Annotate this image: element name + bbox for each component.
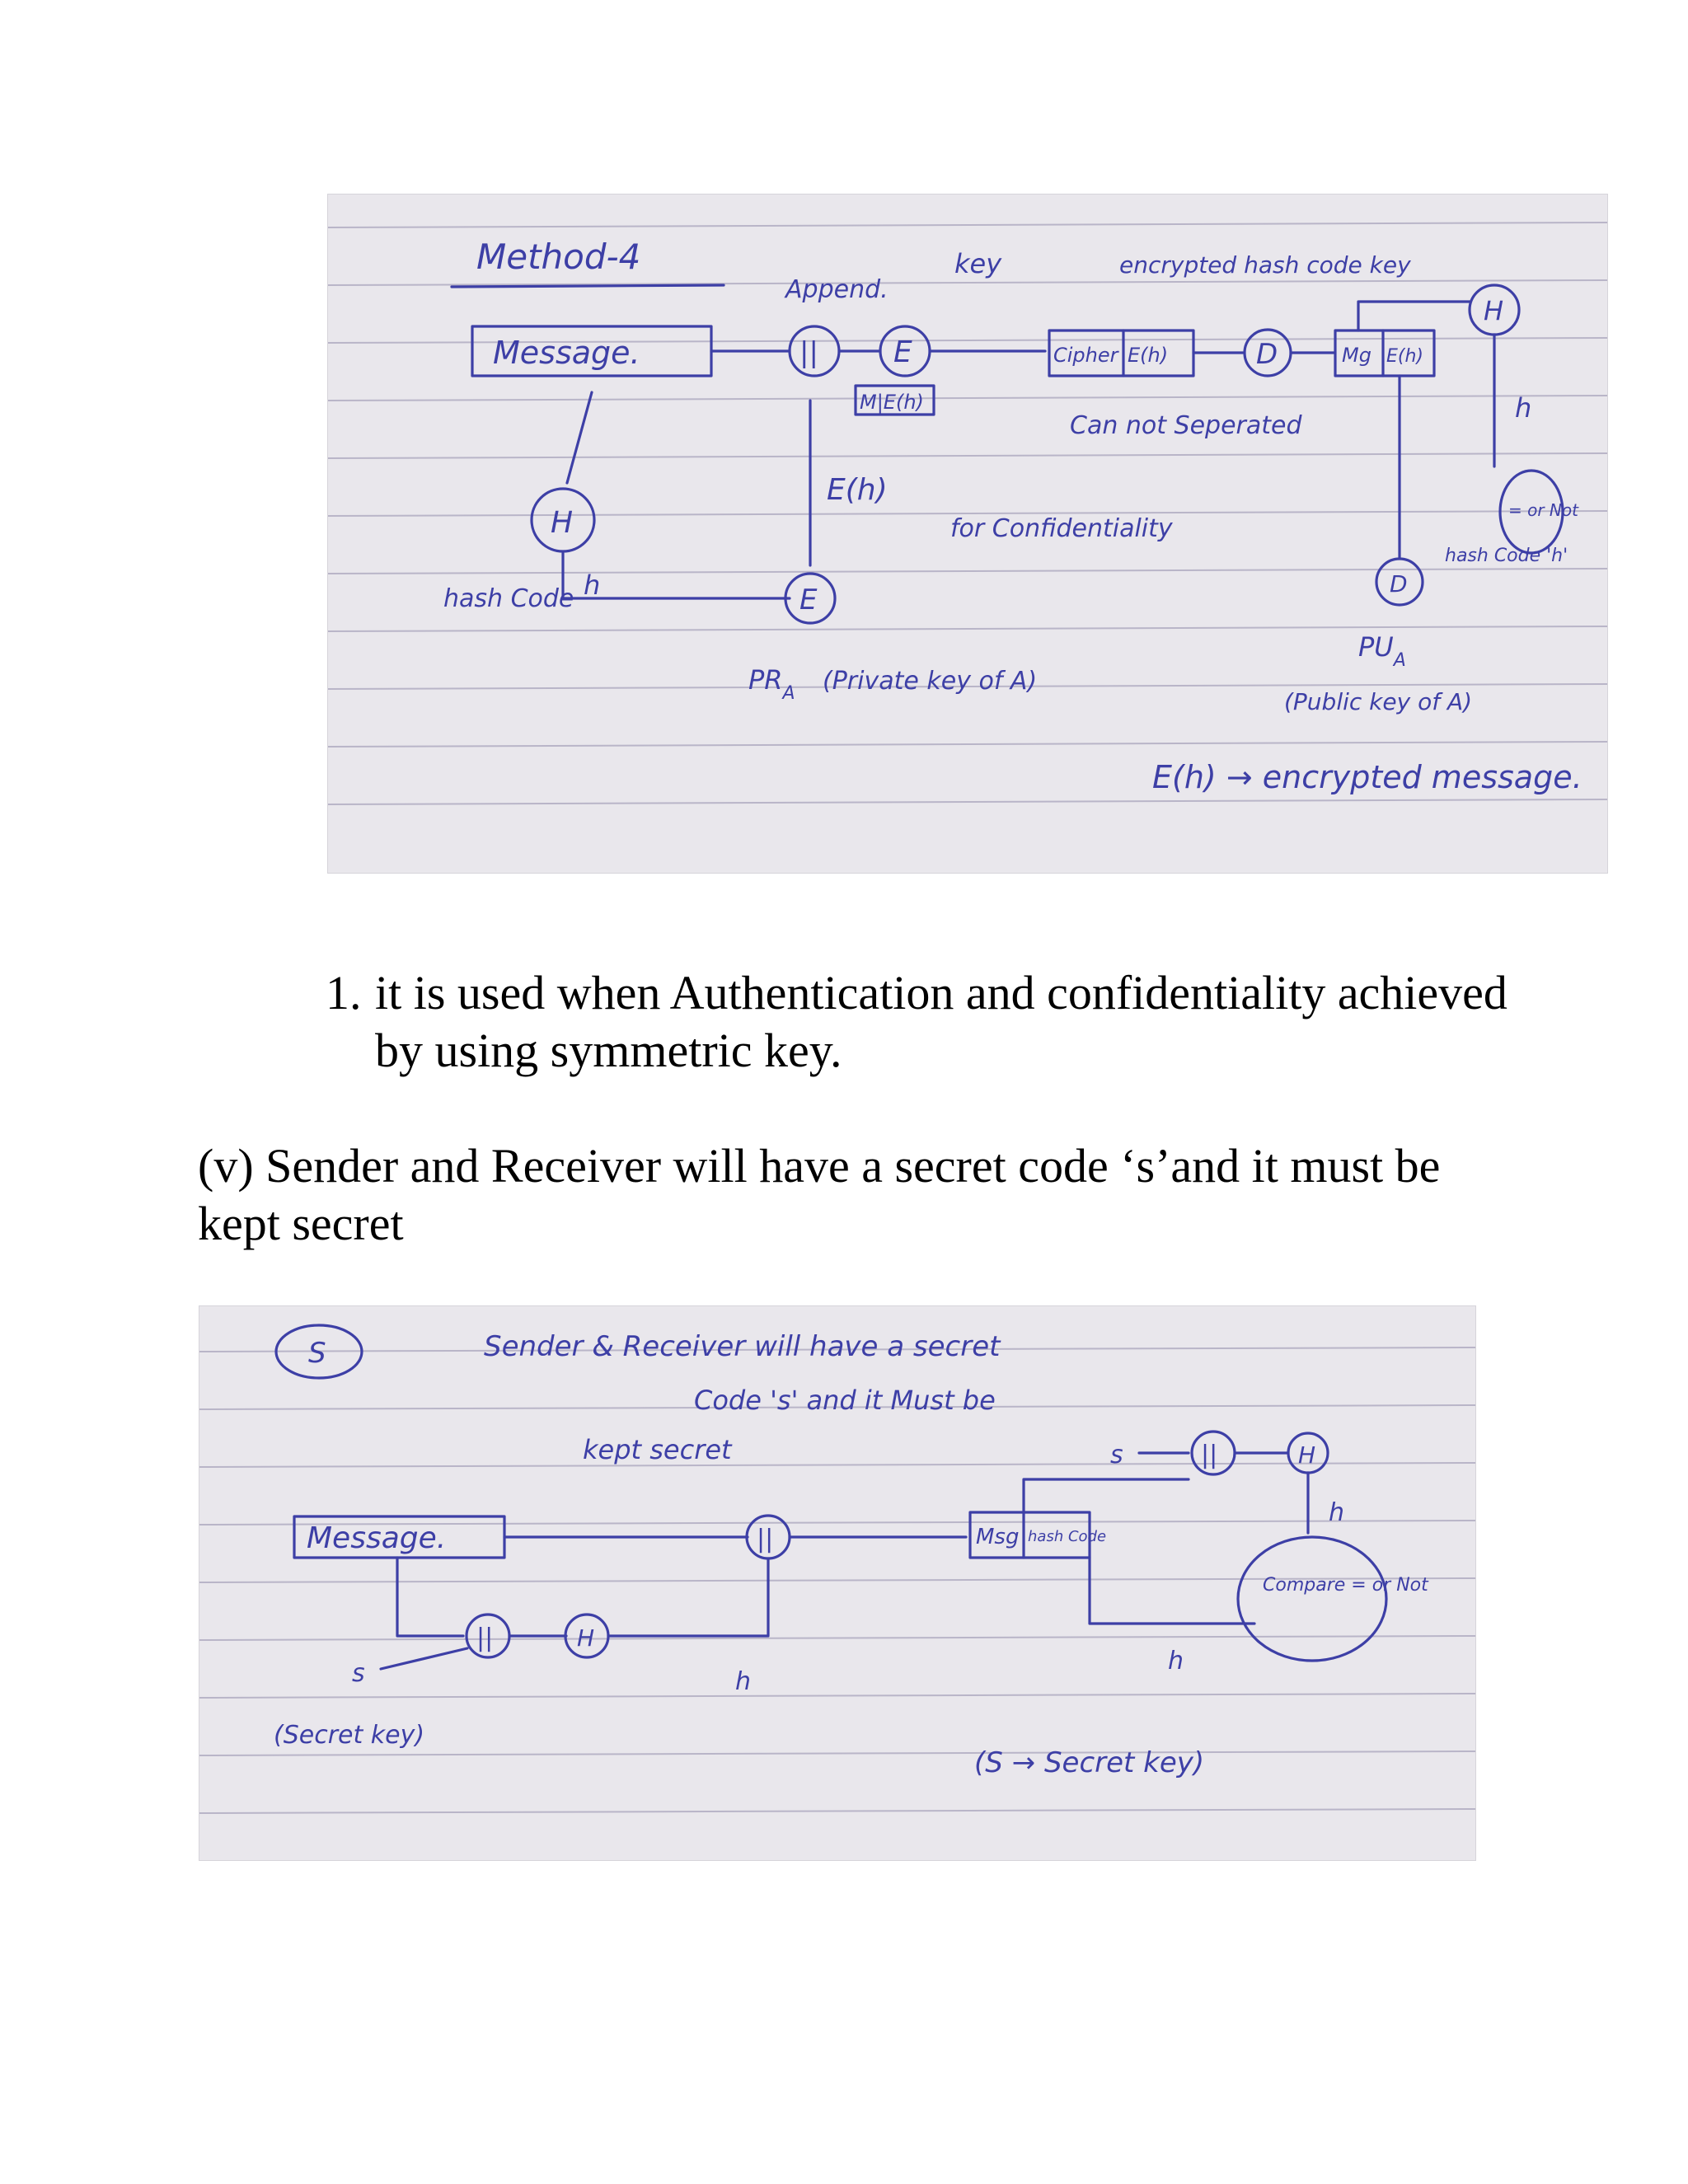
list-item-text: it is used when Authentication and confidentiality achieved by using symmetric key.	[375, 966, 1507, 1077]
encrypt-symbol: E	[893, 335, 912, 369]
h-label-left: h	[584, 569, 601, 601]
hash-code-label-2: hash Code	[1028, 1528, 1107, 1545]
private-key-note: (Private key of A)	[823, 667, 1038, 696]
hash-symbol-left: H	[551, 506, 574, 540]
hash-code-h-label: hash Code 'h'	[1445, 546, 1568, 566]
method-heading: Method-4	[476, 237, 641, 277]
cannot-separated-label: Can not Seperated	[1070, 411, 1302, 440]
encrypted-hash-key-label: encrypted hash code key	[1119, 251, 1411, 279]
for-confidentiality-label: for Confidentiality	[950, 514, 1173, 543]
h-label-right-2: h	[1168, 1647, 1184, 1675]
diagram-method-4-svg	[328, 194, 1607, 873]
append-label: Append.	[785, 275, 889, 304]
h-label-top: h	[1329, 1498, 1345, 1527]
hash-code-label: hash Code	[443, 584, 574, 613]
encrypt-symbol-bottom: E	[799, 583, 818, 616]
s-circle-label: S	[308, 1337, 326, 1370]
s-label-top: s	[1110, 1441, 1123, 1469]
concat-symbol-middle: ||	[757, 1525, 774, 1554]
concat-symbol-top: ||	[1201, 1441, 1218, 1469]
diagram-photo-secret-code	[199, 1306, 1475, 1860]
diagram-secret-code-svg	[199, 1306, 1475, 1860]
diagram2-title-line3: kept secret	[583, 1434, 732, 1465]
diagram2-title-line1: Sender & Receiver will have a secret	[484, 1330, 1001, 1363]
hash-symbol-top: H	[1298, 1441, 1316, 1469]
public-key-note: (Public key of A)	[1284, 688, 1473, 715]
concat-symbol-bottom: ||	[476, 1624, 494, 1652]
message-label-2: Message.	[307, 1521, 447, 1555]
s-label-bottom: s	[352, 1659, 365, 1688]
decrypt-symbol-bottom: D	[1390, 570, 1408, 598]
msg-label-2: Msg	[976, 1525, 1020, 1549]
s-secret-key-note: (S → Secret key)	[974, 1746, 1205, 1779]
decrypt-symbol-top: D	[1256, 338, 1278, 371]
compare-label: Compare = or Not	[1263, 1575, 1428, 1596]
msg-label: Mg	[1342, 344, 1372, 367]
heading-underline	[452, 285, 724, 287]
eh-label: E(h)	[827, 473, 888, 507]
diagram2-title-line2: Code 's' and it Must be	[694, 1385, 996, 1416]
public-key-label: $PU_A$	[1358, 631, 1406, 671]
hash-symbol-right: H	[1484, 295, 1504, 326]
arrow-message-to-hash	[567, 392, 592, 483]
arrow-msg-to-hash	[1358, 302, 1470, 330]
private-key-label: $PR_A$	[748, 664, 795, 704]
msg-eh-label: E(h)	[1386, 346, 1424, 367]
diagram-photo-method-4	[328, 194, 1607, 873]
key-label: key	[954, 248, 1002, 279]
cipher-eh-label: E(h)	[1128, 344, 1169, 367]
notebook-rules	[328, 223, 1607, 804]
m-eh-label: M|E(h)	[860, 391, 924, 414]
secret-key-note: (Secret key)	[274, 1721, 425, 1750]
compare-circle	[1238, 1537, 1386, 1661]
list-item-1	[326, 964, 1521, 1080]
list-item-number: 1.	[326, 966, 362, 1019]
cipher-label: Cipher	[1053, 344, 1118, 367]
h-label-bottom: h	[735, 1667, 752, 1696]
h-label-right: h	[1515, 392, 1532, 424]
encrypted-message-note: E(h) → encrypted message.	[1152, 759, 1582, 795]
compare-label: = or Not	[1508, 500, 1578, 520]
message-label: Message.	[493, 335, 640, 371]
paragraph-item-v: (v) Sender and Receiver will have a secret code ‘s’and it must be kept secret	[198, 1139, 1441, 1250]
hash-symbol-bottom: H	[577, 1624, 595, 1652]
concat-symbol: ||	[799, 336, 818, 369]
